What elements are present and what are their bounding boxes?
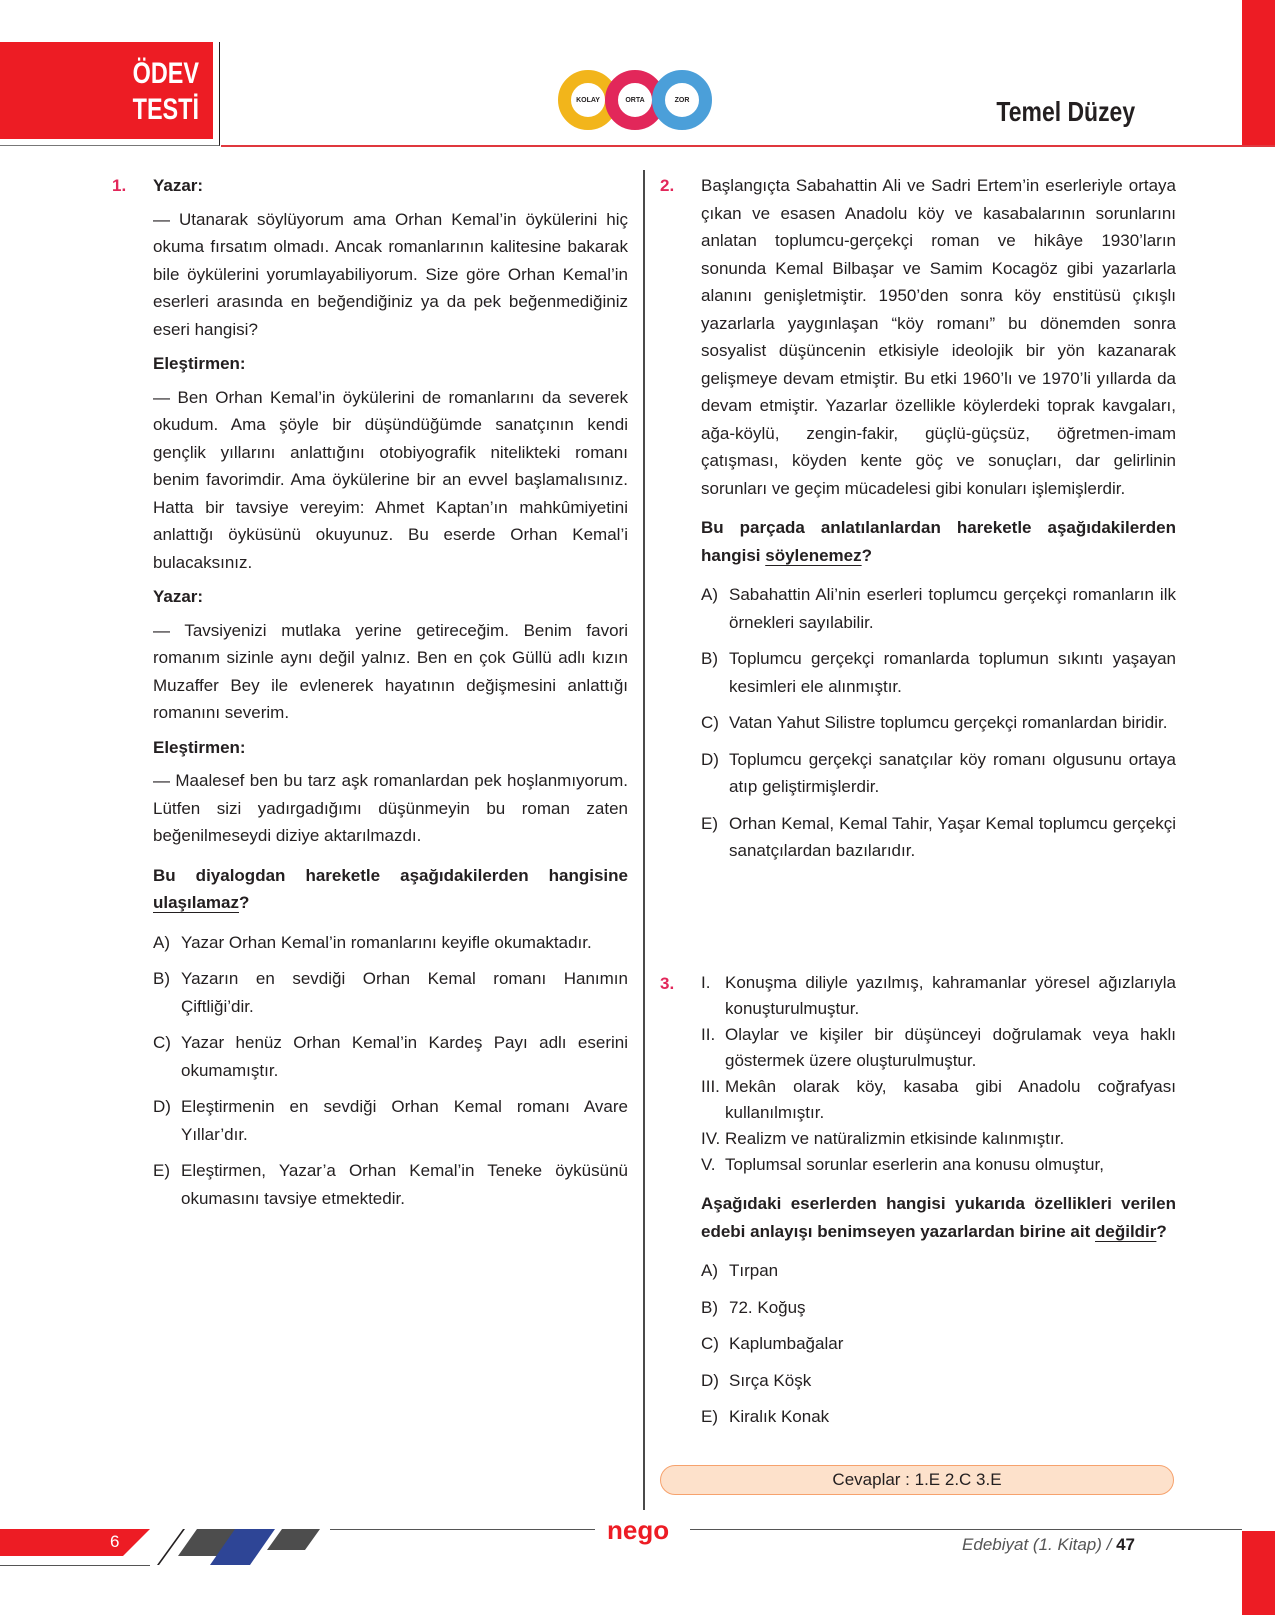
book-name: Edebiyat (1. Kitap) / (962, 1535, 1112, 1554)
option-text: Vatan Yahut Silistre toplumcu gerçekçi romanlardan biridir. (729, 713, 1168, 732)
answer-option-a[interactable] (701, 1257, 1176, 1285)
option-letter: D) (153, 1097, 171, 1116)
publisher-logo (605, 1513, 685, 1549)
option-letter: E) (701, 1407, 718, 1426)
dialogue-line: — Utanarak söylüyorum ama Orhan Kemal’in öykülerini hiç okuma fırsatım olmadı. Ancak romanlarının kalitesine bakarak bile öykülerini yorumlayabiliyorum. Size göre Orhan Kemal’in eserleri arasında en beğendiğiniz ya da pek beğenmediğiniz eseri hangisi? (153, 209, 628, 339)
option-letter: C) (701, 713, 719, 732)
option-text: Toplumcu gerçekçi romanlarda toplumun sıkıntı yaşayan kesimleri ele alınmıştır. (729, 649, 1176, 696)
answer-key: Cevaplar : 1.E 2.C 3.E (660, 1465, 1174, 1495)
badge-line-1: ÖDEV (132, 57, 199, 90)
option-letter: D) (701, 1370, 719, 1390)
question-text: Bu diyalogdan hareketle aşağıdakilerden hangisine (153, 865, 628, 885)
question-body (701, 970, 1176, 1431)
answer-option-b[interactable] (701, 1294, 1176, 1322)
question-number: 1. (112, 176, 127, 195)
option-text: Kaplumbağalar (729, 1334, 844, 1353)
option-text: Toplumcu gerçekçi sanatçılar köy romanı olgusunu ortaya atıp geliştirmişlerdir. (729, 749, 1176, 796)
option-text: Sabahattin Ali’nin eserleri toplumcu gerçekçi romanların ilk örnekleri sayılabilir. (729, 585, 1176, 632)
answer-option-b[interactable] (153, 965, 628, 1020)
difficulty-levels (558, 70, 718, 140)
statement-numeral: V. (701, 1155, 716, 1174)
question-stem (701, 1190, 1176, 1245)
statement-5 (701, 1152, 1176, 1178)
question-text: Aşağıdaki eserlerden hangisi yukarıda özellikleri verilen edebi anlayışı benimseyen yazarlardan birine ait (701, 1194, 1176, 1241)
option-text: Sırça Köşk (729, 1370, 812, 1390)
question-stem (701, 514, 1176, 569)
header-rule (221, 145, 1275, 147)
footer-corner-accent (1242, 1531, 1275, 1615)
option-text: Yazar Orhan Kemal’in romanlarını keyifle okumaktadır. (181, 932, 592, 952)
header-corner-accent (1242, 0, 1275, 145)
option-letter: B) (153, 969, 170, 988)
book-title (962, 1535, 1135, 1555)
dialogue-line: — Ben Orhan Kemal’in öykülerini de romanlarını da severek okudum. Ama şöyle bir düşündüğümde sanatçının kendi gençlik yıllarını anlattığını otobiyografik nitelikteki romanı benim favorimdir. Ama öykülerine bir an evvel başlamalısınız. Hatta bir tavsiye vereyim: Ahmet Kaptan’ın mahkûmiyetini anlattığı öyküsünü okuyunuz. Bu eserde Orhan Kemal’i bulacaksınız. (153, 387, 628, 572)
question-mark: ? (861, 545, 873, 565)
dialogue-line: — Tavsiyenizi mutlaka yerine getireceğim. Benim favori romanım sizinle aynı değil yalnız. Ben en çok Güllü adlı kızın Muzaffer Bey ile evlenerek hayatının değişmesini anlattığı romanını severim. (153, 620, 628, 722)
option-letter: A) (701, 1261, 718, 1280)
answer-option-e[interactable] (153, 1157, 628, 1212)
option-letter: C) (153, 1033, 171, 1052)
speaker-label: Eleştirmen: (153, 737, 246, 757)
option-letter: B) (701, 1297, 718, 1317)
level-zor-ring (652, 70, 712, 130)
question-3 (660, 970, 1176, 1440)
footer-page-tab (0, 1529, 150, 1556)
statement-2 (701, 1022, 1176, 1074)
answer-option-e[interactable] (701, 810, 1176, 865)
answer-option-c[interactable] (153, 1029, 628, 1084)
footer-stripes-decoration (145, 1529, 325, 1565)
question-emphasis: değildir (1095, 1221, 1157, 1241)
header-badge-title (47, 56, 213, 128)
option-text: Orhan Kemal, Kemal Tahir, Yaşar Kemal toplumcu gerçekçi sanatçılardan bazılarıdır. (729, 813, 1176, 860)
option-letter: A) (153, 932, 170, 952)
option-text: 72. Koğuş (729, 1297, 806, 1317)
option-letter: D) (701, 749, 719, 769)
page-number-left: 6 (110, 1532, 120, 1551)
dialogue-line: — Maalesef ben bu tarz aşk romanlardan pek hoşlanmıyorum. Lütfen sizi yadırgadığımı düşünmeyin bu roman zaten beğenilmeseydi diziye aktarılmazdı. (153, 771, 628, 845)
page-number-right: 47 (1116, 1535, 1135, 1554)
option-text: Eleştirmen, Yazar’a Orhan Kemal’in Teneke öyküsünü okumasını tavsiye etmektedir. (181, 1161, 628, 1208)
stripe-outline (157, 1529, 185, 1565)
statement-3 (701, 1074, 1176, 1126)
option-letter: E) (153, 1161, 170, 1180)
question-emphasis: ulaşılamaz (153, 893, 239, 912)
answer-option-e[interactable] (701, 1403, 1176, 1431)
statement-numeral: II. (701, 1025, 716, 1044)
option-text: Kiralık Konak (729, 1407, 830, 1426)
answer-option-c[interactable] (701, 1330, 1176, 1358)
question-number: 2. (660, 176, 675, 195)
answer-option-b[interactable] (701, 645, 1176, 700)
option-letter: E) (701, 813, 718, 833)
publisher-logo-text: nego (607, 1515, 670, 1545)
option-letter: C) (701, 1334, 719, 1353)
option-letter: B) (701, 649, 718, 668)
footer-underline (0, 1565, 150, 1566)
statement-1 (701, 970, 1176, 1022)
statement-numeral: III. (701, 1077, 720, 1096)
speaker-label: Eleştirmen: (153, 354, 246, 373)
option-letter: A) (701, 585, 718, 604)
question-text: Bu parçada anlatılanlardan hareketle aşağıdakilerden hangisi (701, 518, 1176, 565)
statement-text: Konuşma diliyle yazılmış, kahramanlar yöresel ağızlarıyla konuşturulmuştur. (725, 973, 1176, 1018)
footer-rule-left (330, 1529, 595, 1530)
question-body (701, 172, 1176, 865)
statement-text: Toplumsal sorunlar eserlerin ana konusu olmuştur, (725, 1155, 1104, 1174)
question-stem (153, 862, 628, 917)
badge-line-2: TESTİ (132, 93, 199, 126)
stripe-gray-2 (267, 1529, 320, 1550)
statement-text: Mekân olarak köy, kasaba gibi Anadolu coğrafyası kullanılmıştır. (725, 1077, 1176, 1122)
answer-option-d[interactable] (701, 746, 1176, 801)
answer-option-a[interactable] (701, 581, 1176, 636)
question-mark: ? (1156, 1221, 1167, 1241)
question-emphasis: söylenemez (765, 545, 862, 565)
statement-text: Olaylar ve kişiler bir düşünceyi doğrulamak veya haklı göstermek üzere oluşturulmuştur. (725, 1025, 1176, 1070)
question-2 (660, 172, 1176, 874)
question-mark: ? (239, 893, 250, 912)
column-divider (643, 170, 645, 1510)
option-text: Yazar henüz Orhan Kemal’in Kardeş Payı adlı eserini okumamıştır. (181, 1033, 628, 1080)
option-text: Yazarın en sevdiği Orhan Kemal romanı Hanımın Çiftliği’dir. (181, 969, 628, 1016)
speaker-label: Yazar: (153, 176, 204, 195)
header-badge (0, 42, 213, 139)
answer-option-d[interactable] (153, 1093, 628, 1148)
option-text: Tırpan (729, 1261, 779, 1280)
statement-text: Realizm ve natüralizmin etkisinde kalınmıştır. (725, 1129, 1065, 1148)
answer-option-c[interactable] (701, 709, 1176, 737)
question-number: 3. (660, 974, 675, 993)
statement-numeral: I. (701, 973, 711, 992)
level-orta-label: ORTA (625, 96, 645, 104)
footer-rule (690, 1529, 1242, 1530)
question-1 (112, 172, 628, 1221)
level-zor-label: ZOR (674, 96, 690, 104)
statement-numeral: IV. (701, 1129, 721, 1148)
question-body (153, 172, 628, 1212)
passage: Başlangıçta Sabahattin Ali ve Sadri Ertem’in eserleriyle ortaya çıkan ve esasen Anadolu köy ve kasabalarının sorunlarını anlatan toplumcu-gerçekçi roman ve hikâye 1930’ların sonunda Kemal Bilbaşar ve Samim Kocagöz gibi yazarlarla alanını genişletmiştir. 1950’den sonra köy enstitüsü çıkışlı yazarlarla yaygınlaşan “köy romanı” bu dönemden sonra sosyalist düşüncenin etkisiyle ideolojik bir yön kazanarak gelişmeye devam etmiştir. Bu etki 1960’lı ve 1970’li yıllarda da devam etmiştir. Yazarlar özellikle köylerdeki toprak kavgaları, ağa-köylü, zengin-fakir, güçlü-güçsüz, öğretmen-imam çatışması, köyden kente göç ve sonuçları, dar gelirlinin sorunları ve geçim mücadelesi gibi konuları işlemişlerdir. (701, 176, 1176, 498)
option-text: Eleştirmenin en sevdiği Orhan Kemal romanı Avare Yıllar’dır. (181, 1097, 628, 1144)
speaker-label: Yazar: (153, 587, 204, 606)
statement-4 (701, 1126, 1176, 1152)
level-title: Temel Düzey (996, 96, 1135, 127)
answer-option-d[interactable] (701, 1367, 1176, 1395)
level-kolay-label: KOLAY (576, 96, 600, 104)
answer-option-a[interactable] (153, 929, 628, 957)
